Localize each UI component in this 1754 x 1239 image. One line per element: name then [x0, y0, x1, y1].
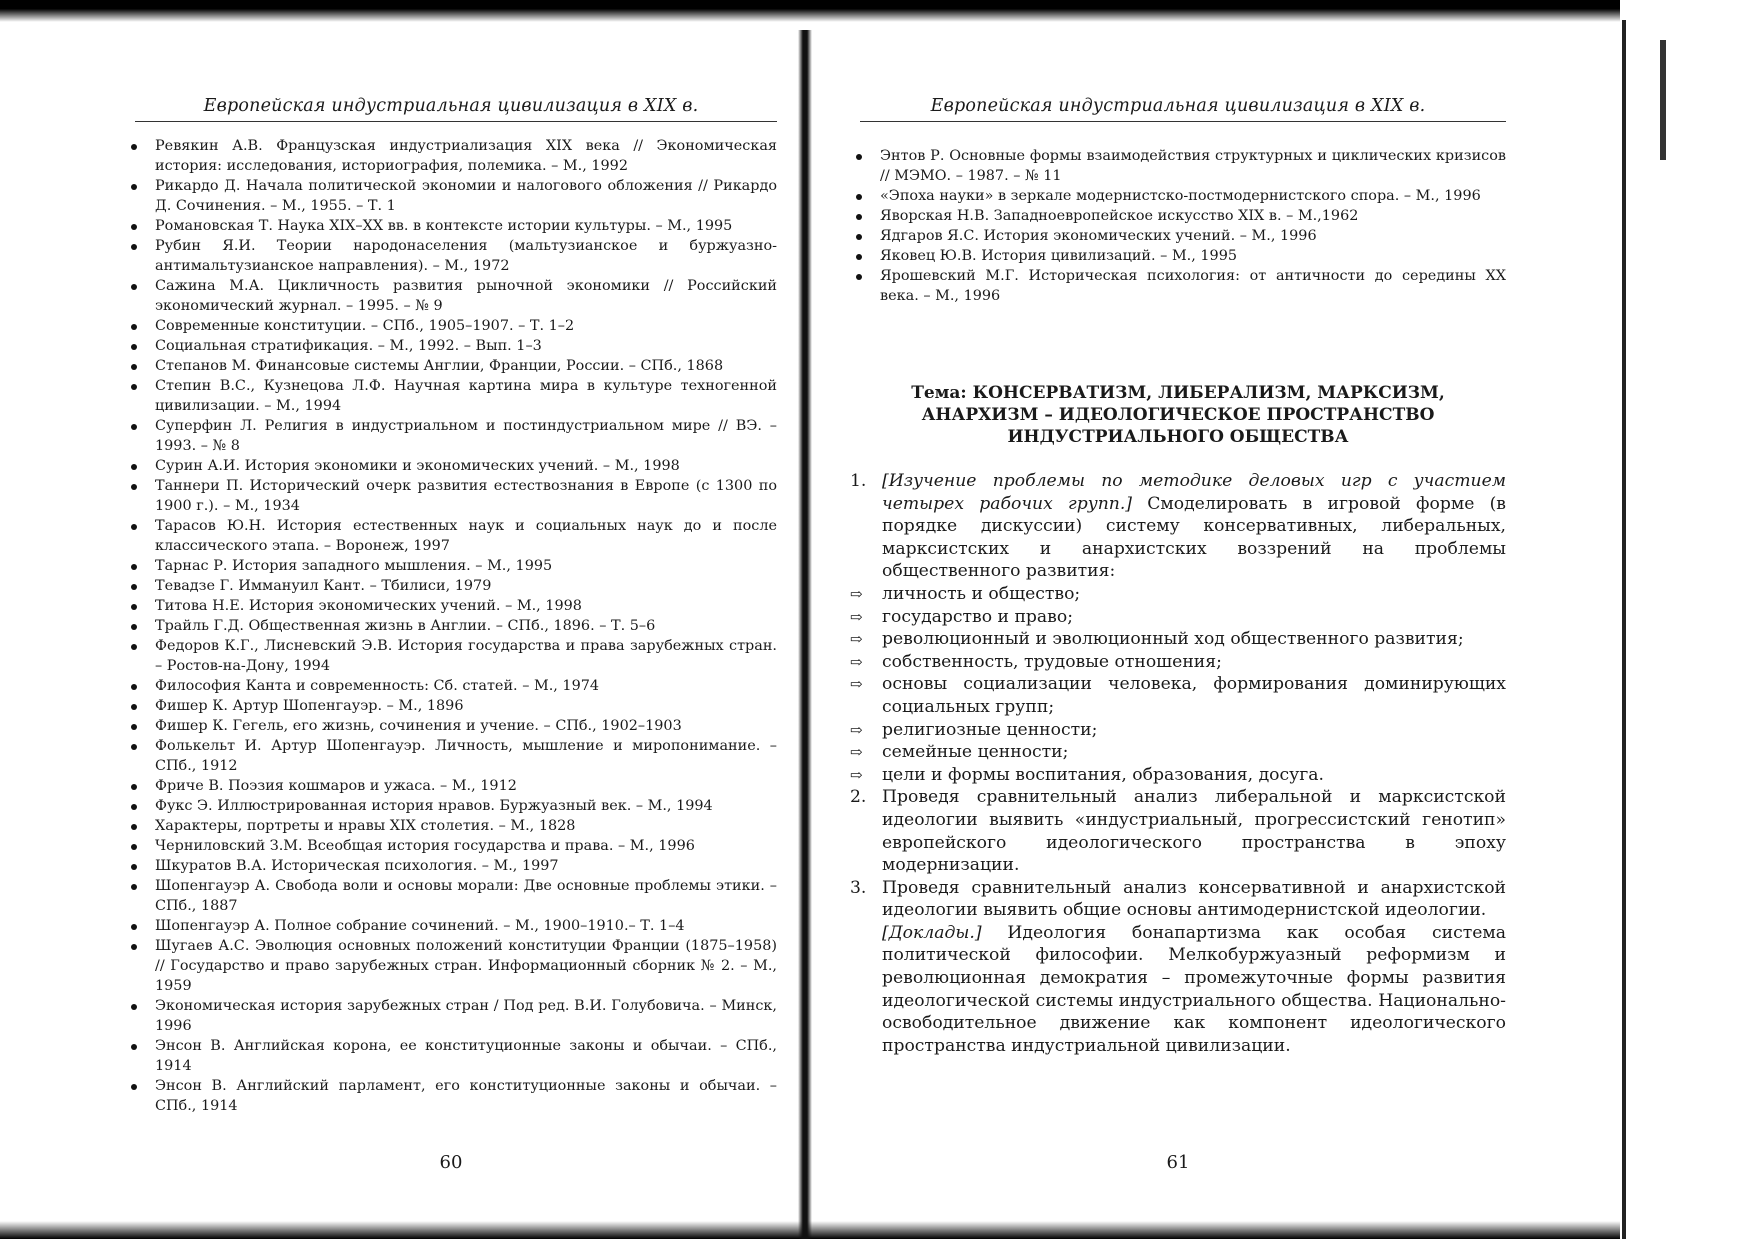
bullet-icon	[131, 844, 137, 850]
arrow-icon: ⇨	[850, 652, 863, 671]
book-gutter	[798, 30, 812, 1239]
bullet-icon	[856, 194, 862, 200]
entry-text: Тарасов Ю.Н. История естественных наук и социальных наук до и после классического этапа. – Воронеж, 1997	[155, 518, 777, 554]
bibliography-entry	[850, 206, 1506, 226]
entry-text: Яковец Ю.В. История цивилизаций. – М., 1995	[880, 248, 1238, 264]
entry-text: Ярошевский М.Г. Историческая психология: от античности до середины XX века. – М., 1996	[880, 268, 1506, 304]
entry-text: Степанов М. Финансовые системы Англии, Франции, России. – СПб., 1868	[155, 358, 724, 374]
arrow-icon: ⇨	[850, 630, 863, 649]
topic-title-line: ИНДУСТРИАЛЬНОГО ОБЩЕСТВА	[1007, 427, 1349, 447]
bullet-icon	[131, 244, 137, 250]
entry-text: Титова Н.Е. История экономических учений. – М., 1998	[155, 598, 582, 614]
discussion-topic-item	[850, 583, 1506, 606]
bibliography-entry	[850, 246, 1506, 266]
page-number: 61	[1166, 1152, 1190, 1173]
bibliography-entry	[125, 1036, 777, 1076]
entry-text: Сажина М.А. Цикличность развития рыночной экономики // Российский экономический журнал. – 1995. – № 9	[155, 278, 777, 314]
entry-text: Ревякин А.В. Французская индустриализация XIX века // Экономическая история: исследования, историография, полемика. – М., 1992	[155, 138, 777, 174]
bibliography-entry	[850, 186, 1506, 206]
entry-text: Энсон В. Английский парламент, его конституционные законы и обычаи. – СПб., 1914	[155, 1078, 777, 1114]
bibliography-entry	[125, 556, 777, 576]
task-text: Смоделировать в игровой форме (в порядке дискуссии) систему консервативных, либеральных, марксистских и анархистских воззрений на проблемы общественного развития:	[882, 493, 1506, 582]
bibliography-entry	[125, 776, 777, 796]
bibliography-entry	[125, 596, 777, 616]
scan-bottom-shadow	[0, 1221, 1754, 1239]
arrow-icon: ⇨	[850, 607, 863, 626]
bullet-icon	[131, 944, 137, 950]
entry-text: Рикардо Д. Начала политической экономии и налогового обложения // Рикардо Д. Сочинения. – М., 1955. – Т. 1	[155, 178, 777, 214]
running-head: Европейская индустриальная цивилизация в XIX в.	[203, 96, 699, 116]
bullet-icon	[131, 1044, 137, 1050]
entry-text: Фишер К. Гегель, его жизнь, сочинения и учение. – СПб., 1902–1903	[155, 718, 682, 734]
bullet-icon	[131, 864, 137, 870]
bullet-icon	[131, 644, 137, 650]
bibliography-entry	[125, 876, 777, 916]
entry-text: Рубин Я.И. Теории народонаселения (мальтузианское и буржуазно-антимальтузианское направления). – М., 1972	[155, 238, 777, 274]
entry-text: Социальная стратификация. – М., 1992. – Вып. 1–3	[155, 338, 542, 354]
entry-text: Фишер К. Артур Шопенгауэр. – М., 1896	[155, 698, 464, 714]
bullet-icon	[856, 274, 862, 280]
tasks-body	[850, 470, 1506, 1057]
discussion-topic-item	[850, 651, 1506, 674]
reports-label: [Доклады.]	[882, 922, 982, 943]
entry-text: Философия Канта и современность: Сб. статей. – М., 1974	[155, 678, 600, 694]
task-1	[850, 470, 1506, 583]
entry-text: Ядгаров Я.С. История экономических учений. – М., 1996	[880, 228, 1317, 244]
entry-text: Фукс Э. Иллюстрированная история нравов. Буржуазный век. – М., 1994	[155, 798, 713, 814]
entry-text: Современные конституции. – СПб., 1905–1907. – Т. 1–2	[155, 318, 575, 334]
task-text: Проведя сравнительный анализ консервативной и анархистской идеологии выявить общие основы антимодернистской идеологии.	[882, 877, 1506, 921]
bullet-icon	[131, 284, 137, 290]
bullet-icon	[856, 154, 862, 160]
topic-title-line: АНАРХИЗМ – ИДЕОЛОГИЧЕСКОЕ ПРОСТРАНСТВО	[921, 405, 1435, 425]
bibliography-entry	[125, 736, 777, 776]
bullet-icon	[131, 424, 137, 430]
bibliography-entry	[125, 176, 777, 216]
entry-text: Тарнас Р. История западного мышления. – М., 1995	[155, 558, 553, 574]
topic-title	[850, 382, 1506, 448]
bibliography-entry	[125, 836, 777, 856]
bibliography-entry	[125, 816, 777, 836]
item-text: собственность, трудовые отношения;	[882, 651, 1222, 672]
discussion-topic-item	[850, 628, 1506, 651]
bibliography-entry	[125, 676, 777, 696]
bullet-icon	[131, 724, 137, 730]
entry-text: Степин В.С., Кузнецова Л.Ф. Научная картина мира в культуре техногенной цивилизации. – М., 1994	[155, 378, 777, 414]
task-text: Проведя сравнительный анализ либеральной и марксистской идеологии выявить «индустриальный, прогрессистский генотип» европейского идеологического пространства в эпоху модернизации.	[882, 787, 1506, 876]
bibliography-entry	[125, 516, 777, 556]
bullet-icon	[131, 1004, 137, 1010]
item-text: революционный и эволюционный ход общественного развития;	[882, 629, 1464, 650]
bullet-icon	[131, 564, 137, 570]
discussion-topic-item	[850, 673, 1506, 718]
scan-right-margin	[1620, 0, 1754, 1239]
task-method-note: [Изучение проблемы по методике деловых игр с участием четырех рабочих групп.]	[882, 471, 1506, 514]
bibliography-entry	[125, 276, 777, 316]
entry-text: Характеры, портреты и нравы XIX столетия. – М., 1828	[155, 818, 576, 834]
bibliography-entry	[125, 416, 777, 456]
header-rule	[135, 121, 777, 122]
bullet-icon	[131, 384, 137, 390]
bullet-icon	[131, 1084, 137, 1090]
entry-text: Трайль Г.Д. Общественная жизнь в Англии. – СПб., 1896. – Т. 5–6	[155, 618, 656, 634]
bibliography-entry	[125, 936, 777, 996]
entry-text: «Эпоха науки» в зеркале модернистско-постмодернистского спора. – М., 1996	[880, 188, 1481, 204]
entry-text: Шкуратов В.А. Историческая психология. – М., 1997	[155, 858, 559, 874]
bullet-icon	[131, 804, 137, 810]
bibliography-entry	[125, 636, 777, 676]
entry-text: Энсон В. Английская корона, ее конституционные законы и обычаи. – СПб., 1914	[155, 1038, 777, 1074]
entry-text: Федоров К.Г., Лисневский Э.В. История государства и права зарубежных стран. – Ростов-на-Дону, 1994	[155, 638, 777, 674]
entry-text: Шопенгауэр А. Свобода воли и основы морали: Две основные проблемы этики. – СПб., 1887	[155, 878, 777, 914]
task-number: 3.	[850, 877, 867, 898]
bullet-icon	[131, 924, 137, 930]
bullet-icon	[856, 214, 862, 220]
bibliography-entry	[850, 266, 1506, 306]
bibliography-entry	[125, 456, 777, 476]
item-text: личность и общество;	[882, 583, 1081, 604]
arrow-icon: ⇨	[850, 720, 863, 739]
bibliography-entry	[125, 996, 777, 1036]
bullet-icon	[856, 234, 862, 240]
item-text: религиозные ценности;	[882, 719, 1098, 740]
bullet-icon	[131, 824, 137, 830]
discussion-topic-item	[850, 764, 1506, 787]
arrow-icon: ⇨	[850, 765, 863, 784]
topic-title-line: Тема: КОНСЕРВАТИЗМ, ЛИБЕРАЛИЗМ, МАРКСИЗМ,	[911, 383, 1445, 403]
bullet-icon	[131, 364, 137, 370]
item-text: основы социализации человека, формирования доминирующих социальных групп;	[882, 674, 1506, 717]
bibliography-list	[850, 146, 1506, 306]
entry-text: Фолькельт И. Артур Шопенгауэр. Личность, мышление и миропонимание. – СПб., 1912	[155, 738, 777, 774]
bibliography-list	[125, 136, 777, 1116]
bullet-icon	[131, 604, 137, 610]
entry-text: Тевадзе Г. Иммануил Кант. – Тбилиси, 1979	[155, 578, 492, 594]
scan-edge-line	[1622, 20, 1626, 1239]
bibliography-entry	[125, 476, 777, 516]
arrow-icon: ⇨	[850, 743, 863, 762]
entry-text: Фриче В. Поэзия кошмаров и ужаса. – М., 1912	[155, 778, 517, 794]
bullet-icon	[131, 744, 137, 750]
task-number: 1.	[850, 471, 867, 491]
scan-edge-mark	[1660, 40, 1666, 160]
entry-text: Сурин А.И. История экономики и экономических учений. – М., 1998	[155, 458, 680, 474]
bibliography-entry	[125, 336, 777, 356]
bullet-icon	[856, 254, 862, 260]
bullet-icon	[131, 704, 137, 710]
bibliography-entry	[850, 146, 1506, 186]
item-text: цели и формы воспитания, образования, досуга.	[882, 764, 1324, 785]
bullet-icon	[131, 684, 137, 690]
bullet-icon	[131, 884, 137, 890]
bibliography-entry	[125, 576, 777, 596]
bullet-icon	[131, 464, 137, 470]
bibliography-entry	[125, 356, 777, 376]
item-text: государство и право;	[882, 606, 1073, 627]
task-3	[850, 877, 1506, 922]
entry-text: Яворская Н.В. Западноевропейское искусство XIX в. – М.,1962	[880, 208, 1359, 224]
running-head: Европейская индустриальная цивилизация в XIX в.	[930, 96, 1426, 116]
discussion-topic-item	[850, 741, 1506, 764]
entry-text: Энтов Р. Основные формы взаимодействия структурных и циклических кризисов // МЭМО. – 1987. – № 11	[880, 148, 1506, 184]
bullet-icon	[131, 584, 137, 590]
bibliography-entry	[125, 796, 777, 816]
task-2	[850, 786, 1506, 876]
bibliography-entry	[125, 1076, 777, 1116]
task-1-items	[850, 583, 1506, 786]
bullet-icon	[131, 324, 137, 330]
bullet-icon	[131, 484, 137, 490]
bibliography-entry	[125, 696, 777, 716]
discussion-topic-item	[850, 719, 1506, 742]
entry-text: Черниловский З.М. Всеобщая история государства и права. – М., 1996	[155, 838, 695, 854]
bibliography-entry	[125, 856, 777, 876]
entry-text: Таннери П. Исторический очерк развития естествознания в Европе (с 1300 по 1900 г.). – М., 1934	[155, 478, 777, 514]
bibliography-entry	[125, 376, 777, 416]
scan-top-shadow	[0, 0, 1754, 22]
bullet-icon	[131, 144, 137, 150]
reports-paragraph	[850, 922, 1506, 1058]
reports-text: Идеология бонапартизма как особая система политической философии. Мелкобуржуазный реформизм и революционная демократия – промежуточные формы развития идеологической системы индустриального общества. Национально-освободительное движение как компонент идеологического пространства индустриальной цивилизации.	[882, 922, 1506, 1056]
entry-text: Экономическая история зарубежных стран / Под ред. В.И. Голубовича. – Минск, 1996	[155, 998, 777, 1034]
bibliography-entry	[125, 616, 777, 636]
header-rule	[860, 121, 1506, 122]
task-number: 2.	[850, 787, 867, 808]
page-number: 60	[439, 1152, 463, 1173]
arrow-icon: ⇨	[850, 584, 863, 603]
bibliography-entry	[125, 716, 777, 736]
bullet-icon	[131, 784, 137, 790]
bibliography-entry	[125, 216, 777, 236]
item-text: семейные ценности;	[882, 742, 1069, 763]
bibliography-entry	[850, 226, 1506, 246]
bibliography-entry	[125, 316, 777, 336]
bullet-icon	[131, 224, 137, 230]
entry-text: Шопенгауэр А. Полное собрание сочинений. – М., 1900–1910.– Т. 1–4	[155, 918, 685, 934]
bullet-icon	[131, 524, 137, 530]
entry-text: Романовская Т. Наука XIX–XX вв. в контексте истории культуры. – М., 1995	[155, 218, 733, 234]
discussion-topic-item	[850, 606, 1506, 629]
arrow-icon: ⇨	[850, 675, 863, 694]
entry-text: Суперфин Л. Религия в индустриальном и постиндустриальном мире // ВЭ. – 1993. – № 8	[155, 418, 777, 454]
bullet-icon	[131, 184, 137, 190]
bibliography-entry	[125, 136, 777, 176]
bibliography-entry	[125, 916, 777, 936]
bullet-icon	[131, 624, 137, 630]
entry-text: Шугаев А.С. Эволюция основных положений конституции Франции (1875–1958) // Государство и право зарубежных стран. Информационный сборник № 2. – М., 1959	[155, 938, 777, 994]
bibliography-entry	[125, 236, 777, 276]
bullet-icon	[131, 344, 137, 350]
